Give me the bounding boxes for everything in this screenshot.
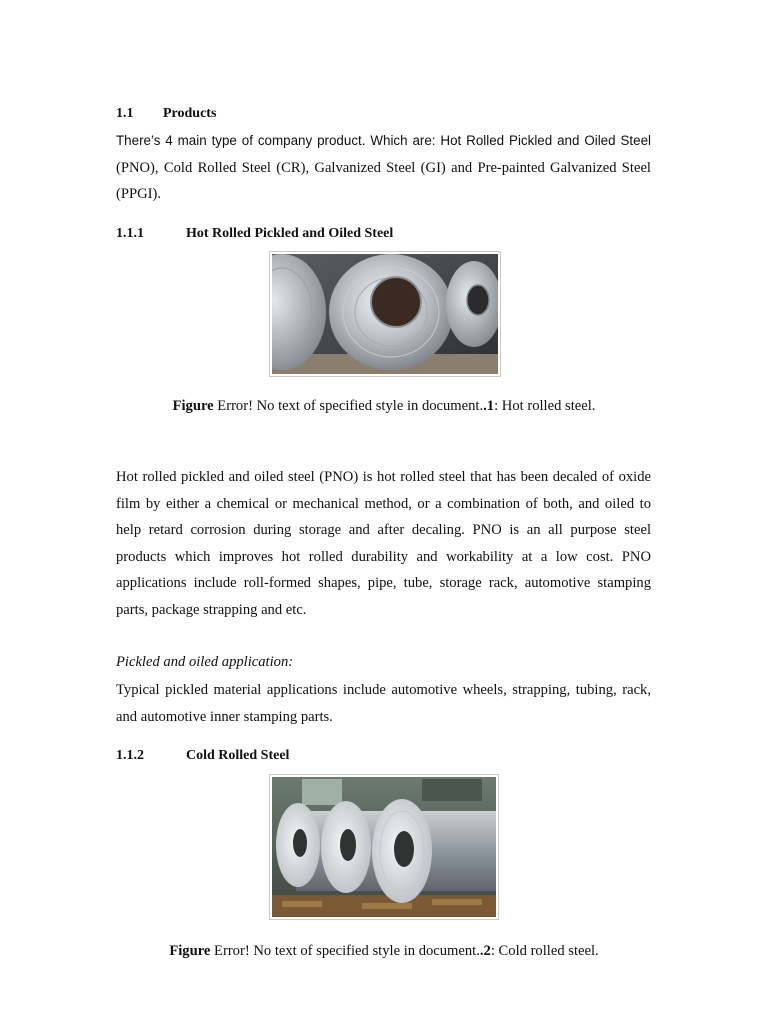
- hot-rolled-steel-photo: [269, 251, 501, 377]
- figure-1-lead: Figure: [172, 398, 214, 414]
- figure-1-number: 1: [486, 398, 495, 414]
- intro-paragraph: There’s 4 main type of company product. Which are: Hot Rolled Pickled and Oiled Steel (PNO), Cold Rolled Steel (CR), Galvanized Steel (GI) and Pre-painted Galvanized Steel (PPGI).: [116, 133, 651, 202]
- subsection-number-2: 1.1.2: [116, 748, 144, 763]
- figure-2-dot: .: [479, 943, 484, 959]
- figure-2-error: Error! No text of specified style in document.: [210, 943, 480, 959]
- figure-2-caption: [0, 943, 768, 960]
- subsection-heading-2: [116, 748, 289, 764]
- application-heading: Pickled and oiled application:: [116, 654, 294, 670]
- figure-2-number: 2: [483, 943, 491, 959]
- section-number: 1.1: [116, 106, 134, 121]
- cold-rolled-steel-photo: [269, 774, 499, 920]
- steel-coils-image: [272, 254, 498, 374]
- section-heading: [116, 106, 216, 122]
- pno-paragraph: Hot rolled pickled and oiled steel (PNO) is hot rolled steel that has been decaled of oxide film by either a chemical or mechanical method, or a combination of both, and oiled to help retard corrosion during storage and after decaling. PNO is an all purpose steel products which improves hot rolled durability and workability at a low cost. PNO applications include roll-formed shapes, pipe, tube, storage rack, automotive stamping parts, package strapping and etc.: [116, 469, 651, 618]
- section-title: Products: [163, 106, 217, 121]
- subsection-heading-1: [116, 226, 393, 242]
- figure-1-dot: .: [483, 398, 487, 414]
- figure-1-description: : Hot rolled steel.: [494, 398, 596, 414]
- cold-coils-image: [272, 777, 496, 917]
- subsection-title-2: Cold Rolled Steel: [186, 748, 290, 763]
- subsection-number-1: 1.1.1: [116, 226, 144, 241]
- figure-1-error: Error! No text of specified style in document.: [213, 398, 484, 414]
- figure-2-lead: Figure: [169, 943, 211, 959]
- figure-2-description: : Cold rolled steel.: [490, 943, 599, 959]
- application-paragraph: Typical pickled material applications include automotive wheels, strapping, tubing, rack, and automotive inner stamping parts.: [116, 682, 651, 725]
- subsection-title-1: Hot Rolled Pickled and Oiled Steel: [186, 226, 394, 241]
- figure-1-caption: [0, 398, 768, 415]
